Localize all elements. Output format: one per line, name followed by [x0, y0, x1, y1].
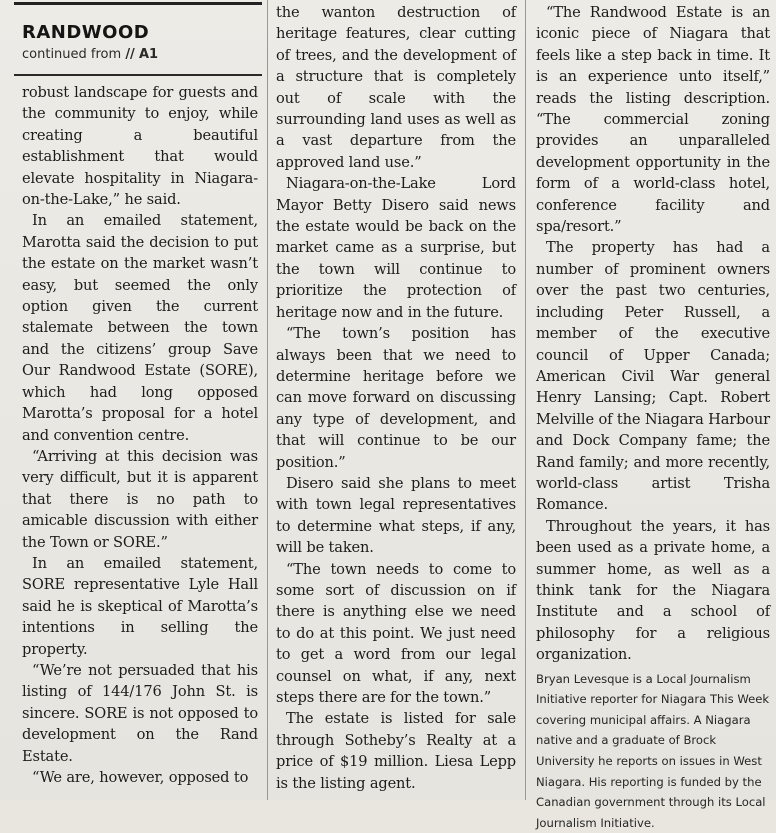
section-heading: RANDWOOD — [22, 22, 150, 43]
paragraph: In an emailed statement, SORE representative Lyle Hall said he is skeptical of Marotta’s intentions in selling the property. — [22, 554, 258, 658]
paragraph: robust landscape for guests and the community to enjoy, while creating a beautiful establishment that would elevate hospitality in Niagara-on-the-Lake,” he said. — [22, 84, 258, 209]
continued-page: A1 — [138, 47, 159, 62]
continued-marker: // — [125, 47, 135, 62]
author-bio: Bryan Levesque is a Local Journalism Initiative reporter for Niagara This Week covering municipal affairs. A Niagara native and a graduate of Brock University he reports on issues in West Niagara. His reporting is funded by the Canadian government through its Local Journalism Initiative. — [536, 671, 770, 830]
paragraph: “The town’s position has always been that we need to determine heritage before we can move forward on discussing any type of development, and that will continue to be our position.” — [276, 325, 516, 471]
paragraph: “Arriving at this decision was very difficult, but it is apparent that there is no path to amicable discussion with either the Town or SORE.” — [22, 447, 258, 551]
paragraph: “We’re not persuaded that his listing of 144/176 John St. is sincere. SORE is not opposed to development on the Rand Estate. — [22, 661, 258, 765]
column-divider — [525, 0, 526, 800]
article-column-1 — [14, 0, 262, 800]
paragraph: The estate is listed for sale through Sotheby’s Realty at a price of $19 million. Liesa Lepp is the listing agent. — [276, 710, 516, 792]
column-1-text — [22, 82, 258, 788]
article-column-2 — [272, 0, 520, 800]
paragraph: In an emailed statement, Marotta said the decision to put the estate on the market wasn’t easy, but seemed the only option given the current stalemate between the town and the citizens’ group Save Our Randwood Estate (SORE), which had long opposed Marotta’s proposal for a hotel and convention centre. — [22, 212, 258, 444]
article-column-3 — [530, 0, 774, 830]
paragraph: The property has had a number of prominent owners over the past two centuries, including Peter Russell, a member of the executive council of Upper Canada; American Civil War general Henry Lansing; Capt. Robert Melville of the Niagara Harbour and Dock Company fame; the Rand family; and more recently, world-class artist Trisha Romance. — [536, 239, 770, 514]
continued-prefix: continued from — [22, 47, 122, 62]
column-3-text — [536, 2, 770, 833]
column-2-text — [276, 2, 516, 794]
paragraph: the wanton destruction of heritage features, clear cutting of trees, and the development of a structure that is completely out of scale with the surrounding land uses as well as a vast departure from the approved land use.” — [276, 4, 516, 171]
paragraph: Disero said she plans to meet with town legal representatives to determine what steps, if any, will be taken. — [276, 474, 516, 557]
paragraph: “The town needs to come to some sort of discussion on if there is anything else we need to do at this point. We just need to get a word from our legal counsel on what, if any, next steps there are for the town.” — [276, 560, 516, 706]
paragraph: “We are, however, opposed to — [32, 769, 249, 786]
paragraph: Niagara-on-the-Lake Lord Mayor Betty Disero said news the estate would be back on the market came as a surprise, but the town will continue to prioritize the protection of heritage now and in the future. — [276, 175, 516, 321]
paragraph: “The Randwood Estate is an iconic piece of Niagara that feels like a step back in time. It is an experience unto itself,” reads the listing description. “The commercial zoning provides an unparalleled development opportunity in the form of a world-class hotel, conference facility and spa/resort.” — [536, 4, 770, 236]
paragraph: Throughout the years, it has been used as a private home, a summer home, as well as a think tank for the Niagara Institute and a school of philosophy for a religious organization. — [536, 517, 770, 664]
column-divider — [267, 0, 268, 800]
